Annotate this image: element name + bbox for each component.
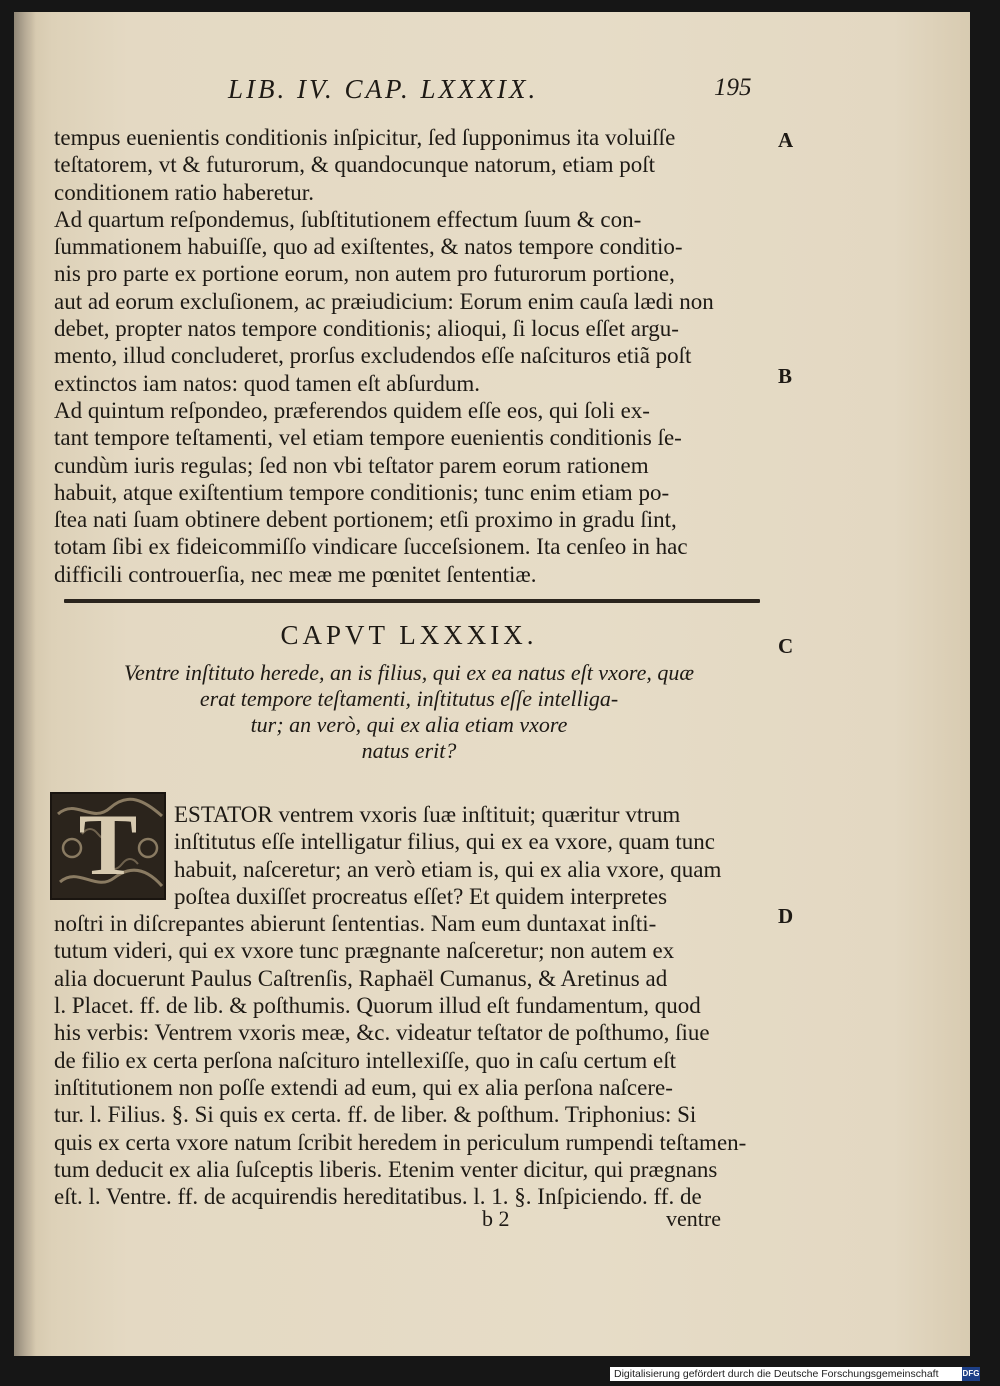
page-gutter-shadow	[14, 12, 36, 1356]
top-paragraphs	[54, 124, 764, 588]
section-divider-rule	[64, 599, 760, 603]
text-line: l. Placet. ff. de lib. & poſthumis. Quorum illud eſt fundamentum, quod	[54, 993, 701, 1019]
summary-line: erat tempore teſtamenti, inſtitutus eſſe intelliga-	[199, 686, 619, 711]
text-line: tempus euenientis conditionis inſpicitur, ſed ſupponimus ita voluiſſe	[54, 125, 676, 150]
drop-cap-letter: T	[78, 797, 138, 894]
text-line: inſtitutus eſſe intelligatur filius, qui ex ea vxore, quam tunc	[174, 829, 716, 855]
text-line: debet, propter natos tempore conditionis; alioqui, ſi locus eſſet argu-	[54, 316, 679, 342]
book-page	[14, 12, 970, 1356]
margin-letter-c: C	[778, 634, 794, 658]
text-line: poſtea duxiſſet procreatus eſſet? Et quidem interpretes	[174, 883, 668, 909]
text-line: tant tempore teſtamenti, vel etiam tempore euenientis conditionis ſe-	[54, 425, 682, 451]
chapter-title: CAPVT LXXXIX.	[280, 620, 538, 650]
text-line: eſt. l. Ventre. ff. de acquirendis hereditatibus. l. 1. §. Inſpiciendo. ff. de	[54, 1184, 702, 1210]
summary-line: natus erit?	[361, 738, 457, 763]
text-line: habuit, atque exiſtentium tempore conditionis; tunc enim etiam po-	[54, 479, 670, 505]
text-line: Ad quartum reſpondemus, ſubſtitutionem effectum ſuum & con-	[54, 206, 642, 232]
text-line: de filio ex certa perſona naſciturо intellexiſſe, quo in caſu certum eſt	[54, 1047, 677, 1073]
text-line: mento, illud concluderet, prorſus excludendos eſſe naſcituros etiã poſt	[54, 343, 692, 369]
text-line: alia docuerunt Paulus Caſtrenſis, Raphaël Cumanus, & Aretinus ad	[54, 965, 668, 991]
text-line: noſtri in diſcrepantes abierunt ſententias. Nam eum duntaxat inſti-	[54, 911, 657, 937]
digitization-credit: Digitalisierung gefördert durch die Deutsche Forschungsgemeinschaft	[610, 1367, 964, 1381]
text-line: his verbis: Ventrem vxoris meæ, &c. videatur teſtator de poſthumo, ſiue	[54, 1020, 710, 1046]
signature-mark: b 2	[482, 1206, 510, 1231]
text-line: tum deducit ex alia ſuſceptis liberis. Etenim venter dicitur, qui prægnans	[54, 1156, 718, 1182]
catchword: ventre	[666, 1206, 721, 1231]
page-number: 195	[714, 74, 752, 101]
text-line: aut ad eorum excluſionem, ac præiudicium: Eorum enim cauſa lædi non	[54, 288, 714, 314]
text-line: totam ſibi ex fideicommiſſo vindicare ſucceſsionem. Ita cenſeo in hac	[54, 534, 688, 560]
text-line: nis pro parte ex portione eorum, non autem pro futurorum portione,	[54, 261, 675, 287]
text-line: tutum videri, qui ex vxore tunc prægnante naſceretur; non autem ex	[54, 938, 675, 964]
text-line: conditionem ratio haberetur.	[54, 179, 314, 205]
text-line: extinctos iam natos: quod tamen eſt abſurdum.	[54, 370, 481, 396]
text-line: cundùm iuris regulas; ſed non vbi teſtator parem eorum rationem	[54, 452, 649, 478]
chapter-body	[54, 797, 764, 1210]
text-line: difficili controuerſia, nec meæ me pœnitet ſententiæ.	[54, 561, 537, 587]
text-line: ſummationem habuiſſe, quo ad exiſtentes, & natos tempore conditio-	[54, 234, 683, 260]
dfg-logo: DFG	[962, 1367, 980, 1381]
text-line: quis ex certa vxore natum ſcribit heredem in periculum rumpendi teſtamen-	[54, 1129, 747, 1155]
margin-letter-d: D	[778, 904, 794, 928]
text-line: habuit, naſceretur; an verò etiam is, qui ex alia vxore, quam	[174, 856, 722, 882]
summary-line: Ventre inſtituto herede, an is filius, qui ex ea natus eſt vxore, quæ	[123, 660, 695, 685]
text-line: ESTATOR ventrem vxoris ſuæ inſtituit; quæritur vtrum	[174, 802, 681, 827]
margin-letter-b: B	[778, 364, 793, 388]
text-line: teſtatorem, vt & futurorum, & quandocunque natorum, etiam poſt	[54, 152, 656, 178]
margin-letter-a: A	[778, 128, 794, 152]
text-line: inſtitutionem non poſſe extendi ad eum, qui ex alia perſona naſcere-	[54, 1074, 673, 1100]
summary-line: tur; an verò, qui ex alia etiam vxore	[250, 712, 568, 737]
chapter-summary	[54, 660, 764, 764]
running-head: LIB. IV. CAP. LXXXIX.	[228, 74, 539, 104]
text-line: tur. l. Filius. §. Si quis ex certa. ff. de liber. & poſthum. Triphonius: Si	[54, 1102, 697, 1128]
text-line: Ad quintum reſpondeo, præferendos quidem eſſe eos, qui ſoli ex-	[54, 397, 650, 423]
text-line: ſtea nati ſuam obtinere debent portionem; etſi proximo in gradu ſint,	[54, 507, 677, 533]
